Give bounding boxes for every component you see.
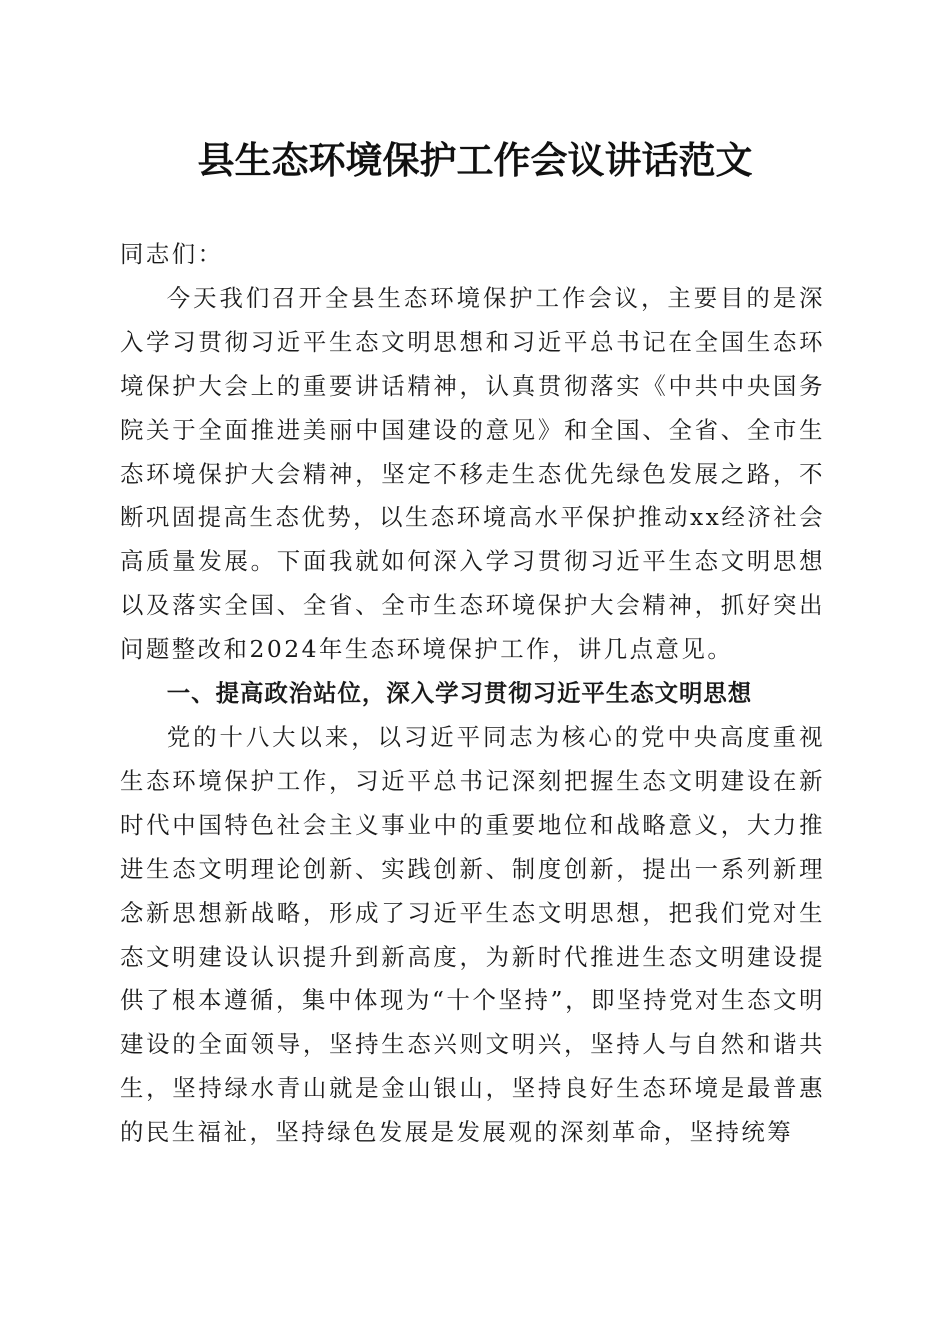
document-title: 县生态环境保护工作会议讲话范文 (197, 138, 753, 182)
document-body (120, 233, 825, 1155)
salutation: 同志们： (120, 240, 224, 268)
section-heading-1: 一、提高政治站位，深入学习贯彻习近平生态文明思想 (166, 679, 753, 708)
intro-paragraph: 今天我们召开全县生态环境保护工作会议，主要目的是深入学习贯彻习近平生态文明思想和习近平总书记在全国生态环境保护大会上的重要讲话精神，认真贯彻落实《中共中央国务院关于全面推进美丽中国建设的意见》和全国、全省、全市生态环境保护大会精神，坚定不移走生态优先绿色发展之路，不断巩固提高生态优势，以生态环境高水平保护推动xx经济社会高质量发展。下面我就如何深入学习贯彻习近平生态文明思想以及落实全国、全省、全市生态环境保护大会精神，抓好突出问题整改和2024年生态环境保护工作，讲几点意见。 (120, 283, 825, 664)
section-1-paragraph: 党的十八大以来，以习近平同志为核心的党中央高度重视生态环境保护工作，习近平总书记深刻把握生态文明建设在新时代中国特色社会主义事业中的重要地位和战略意义，大力推进生态文明理论创新、实践创新、制度创新，提出一系列新理念新思想新战略，形成了习近平生态文明思想，把我们党对生态文明建设认识提升到新高度，为新时代推进生态文明建设提供了根本遵循，集中体现为“十个坚持”，即坚持党对生态文明建设的全面领导，坚持生态兴则文明兴，坚持人与自然和谐共生，坚持绿水青山就是金山银山，坚持良好生态环境是最普惠的民生福祉，坚持绿色发展是发展观的深刻革命，坚持统筹 (120, 722, 825, 1147)
